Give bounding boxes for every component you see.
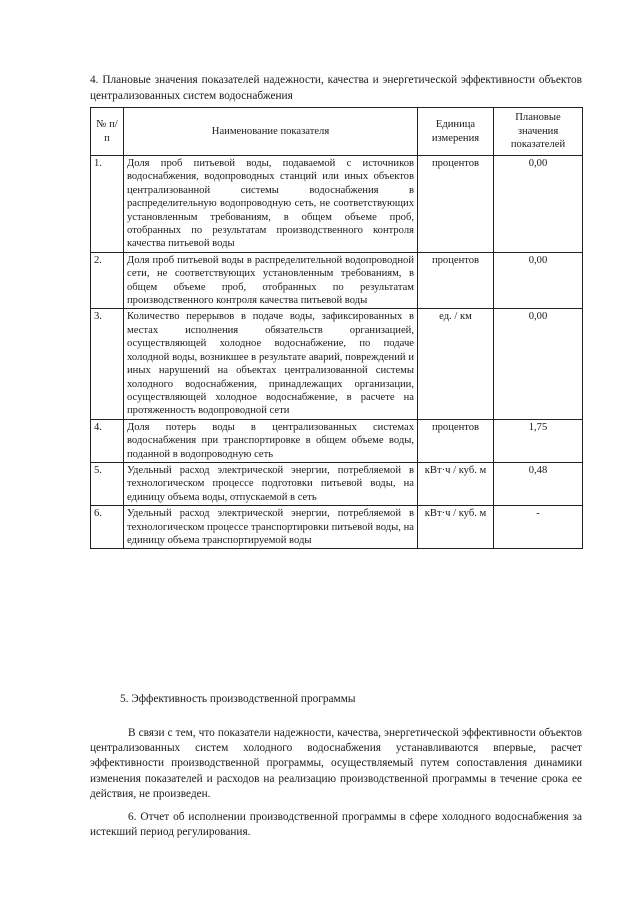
indicator-name: Удельный расход электрической энергии, потребляемой в технологическом процессе транспортировки питьевой воды, на единицу объема транспортируемой воды <box>124 506 418 549</box>
row-number: 3. <box>91 309 124 419</box>
table-row <box>91 156 583 253</box>
table-row <box>91 252 583 309</box>
indicator-unit: процентов <box>418 252 494 309</box>
section-5-heading: 5. Эффективность производственной программы <box>120 693 356 705</box>
indicator-name: Доля проб питьевой воды, подаваемой с источников водоснабжения, водопроводных станций или иных объектов централизованной системы водоснабжения в распределительную водопроводную сеть, не соответствующих установленным требованиям, в общем объеме проб, отобранных по результатам производственного контроля качества питьевой воды <box>124 156 418 253</box>
indicator-value: - <box>494 506 583 549</box>
indicators-table <box>90 107 583 549</box>
section-6-paragraph: 6. Отчет об исполнении производственной программы в сфере холодного водоснабжения за истекший период регулирования. <box>90 811 582 839</box>
indicator-name: Доля проб питьевой воды в распределительной водопроводной сети, не соответствующих установленным требованиям, в общем объеме проб, отобранных по результатам производственного контроля качества питьевой воды <box>124 252 418 309</box>
table-row <box>91 419 583 462</box>
header-value: Плановые значения показателей <box>494 108 583 156</box>
header-num: № п/п <box>91 108 124 156</box>
row-number: 6. <box>91 506 124 549</box>
header-name: Наименование показателя <box>124 108 418 156</box>
indicator-name: Количество перерывов в подаче воды, зафиксированных в местах исполнения обязательств организацией, осуществляющей холодное водоснабжение, по подаче холодной воды, возникшее в результате аварий, повреждений и иных нарушений на объектах централизованной системы холодного водоснабжения, принадлежащих организации, осуществляющей холодное водоснабжение, в расчете на протяженность водопроводной сети <box>124 309 418 419</box>
section-5-paragraph: В связи с тем, что показатели надежности, качества, энергетической эффективности объектов централизованных систем холодного водоснабжения устанавливаются впервые, расчет эффективности производственной программы, осуществляемый путем сопоставления динамики изменения показателей и расходов на реализацию производственной программы в течение срока ее действия, не произведен. <box>90 727 582 800</box>
indicator-unit: процентов <box>418 156 494 253</box>
indicator-value: 0,00 <box>494 252 583 309</box>
section-4-heading: 4. Плановые значения показателей надежности, качества и энергетической эффективности объектов централизованных систем водоснабжения <box>90 74 582 102</box>
row-number: 1. <box>91 156 124 253</box>
indicator-unit: процентов <box>418 419 494 462</box>
row-number: 5. <box>91 462 124 505</box>
indicator-name: Удельный расход электрической энергии, потребляемой в технологическом процессе подготовки питьевой воды, на единицу объема воды, отпускаемой в сеть <box>124 462 418 505</box>
row-number: 4. <box>91 419 124 462</box>
indicator-value: 0,00 <box>494 309 583 419</box>
table-row <box>91 506 583 549</box>
row-number: 2. <box>91 252 124 309</box>
indicator-value: 1,75 <box>494 419 583 462</box>
indicator-unit: ед. / км <box>418 309 494 419</box>
table-header-row <box>91 108 583 156</box>
indicator-value: 0,00 <box>494 156 583 253</box>
header-unit: Единица измерения <box>418 108 494 156</box>
table-row <box>91 462 583 505</box>
indicator-name: Доля потерь воды в централизованных системах водоснабжения при транспортировке в общем объеме воды, поданной в водопроводную сеть <box>124 419 418 462</box>
indicator-value: 0,48 <box>494 462 583 505</box>
indicator-unit: кВт·ч / куб. м <box>418 462 494 505</box>
indicator-unit: кВт·ч / куб. м <box>418 506 494 549</box>
table-row <box>91 309 583 419</box>
